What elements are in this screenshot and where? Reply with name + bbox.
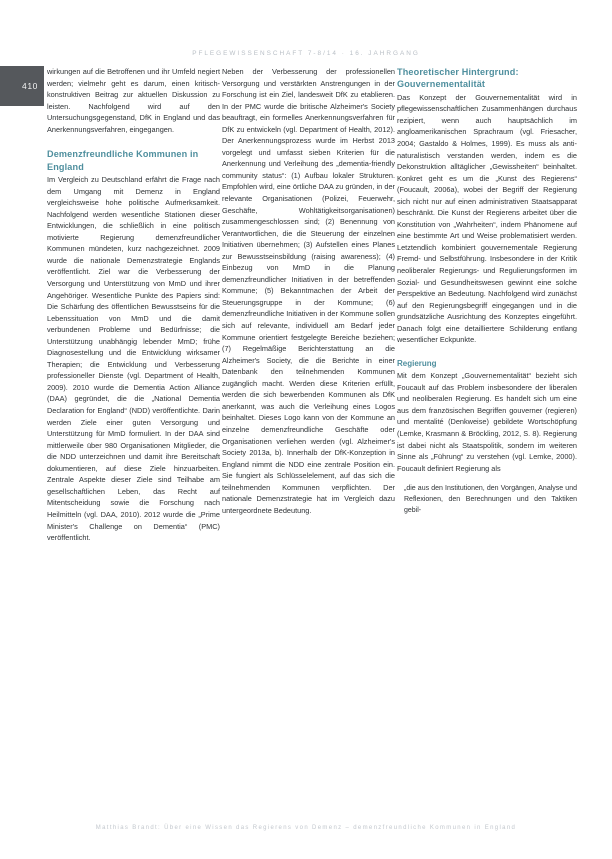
column-one (47, 66, 220, 544)
paragraph-continuation: wirkungen auf die Betroffenen und ihr Umfeld negiert werden; vielmehr geht es darum, einen kritisch-konstruktiven Beitrag zur aktuellen Diskussion zu leisten. Nachfolgend wird auf den Untersuchungsgegenstand, DfK in England und das Anerkennungsverfahren, eingegangen. (47, 67, 220, 134)
subsection-heading-regierung: Regierung (397, 358, 437, 368)
section-heading-theoretischer-hintergrund: Theoretischer Hintergrund: Gouvernementalität (397, 67, 519, 90)
section-heading-demenzfreundliche-kommunen: Demenzfreundliche Kommunen in England (47, 149, 199, 172)
paragraph-body: Das Konzept der Gouvernementalität wird in pflegewissenschaftlichen Zusammenhängen durchaus rezipiert, wenn auch hauptsächlich im angloamerikanischen Sprachraum (vgl. Friesacher, 2004; Gastaldo & Holmes, 1999). Es muss als anti-naturalistisch verstanden werden, indem es die Dekonstruktion alltäglicher „Gewissheiten“ beinhaltet. Konkret geht es um die „Kunst des Regierens“ (Foucault, 2006a), wobei der Begriff der Regierung sich nicht nur auf einen administrativen Staatsapparat beschränkt. Die Kunst der Regierens arbeitet über die Konstitution von „Wahrheiten“, indem Phänomene auf eine bestimmte Art und Weise problematisiert werden. Letztendlich kombiniert gouvernementale Regierung Fremd- und Selbstführung. Insbesondere in der Kritik neoliberaler Regierungs- und Regulierungsformen im Sozial- und Gesundheitswesen gewinnt eine solche Perspektive an Bedeutung. Nachfolgend wird zunächst auf den Regierungsbegriff eingegangen und in die grundsätzliche Ausrichtung des Konzeptes eingeführt. Danach folgt eine detailliertere Schilderung entlang wesentlicher Eckpunkte. (397, 92, 577, 345)
column-three (397, 66, 577, 516)
paragraph-body: Neben der Verbesserung der professionellen Versorgung und verstärkten Anstrengungen in der Forschung ist ein Ziel, landesweit DfK zu etablieren. In der PMC wurde die britische Alzheimer's Society beauftragt, ein formelles Anerkennungsverfahren für DfK zu entwickeln (vgl. Department of Health, 2012). Der Anerkennungsprozess wurde im Herbst 2013 vorgelegt und umfasst sieben Kriterien für die Anerkennung und Verleihung des „dementia-friendly community status“: (1) Aufbau lokaler Strukturen. Empfohlen wird, eine örtliche DAA zu gründen, in der relevante Organisationen (Polizei, Feuerwehr, Geschäfte, Wohltätigkeitsorganisationen) zusammengeschlossen sind; (2) Benennung von Verantwortlichen, die die Steuerung der einzelnen Initiativen übernehmen; (3) Aufstellen eines Planes zur Bewusstseinsbildung (raising awareness); (4) Einbezug von MmD in die Planung demenzfreundlicher Initiativen in der betreffenden Kommune; (5) Bekanntmachen der Arbeit der Steuerungsgruppe in der Kommune; (6) demenzfreundliche Initiativen in der Kommune sollen sich auf relevante, individuell am Bedarf jeder Kommune orientiert festgelegte Bereiche beziehen; (7) Regelmäßige Berichterstattung an die Alzheimer's Society, die die Berichte in einer Datenbank den teilnehmenden Kommunen zugänglich macht. Werden diese Kriterien erfüllt, werden die sich bewerbenden Kommunen als DfK anerkannt, was auch die Verleihung eines Logos beinhaltet. Dieses Logo kann von der Kommune an einzelne demenzfreundliche Geschäfte oder Organisationen verliehen werden (vgl. Alzheimer's Society 2013a, b). Innerhalb der DfK-Konzeption in England nimmt die NDD eine zentrale Position ein. Sie fungiert als Schlüsselelement, auf das sich die teilnehmenden Kommunen verpflichten. Der nationale Demenzstrategie hat im Vergleich dazu untergeordnete Bedeutung. (222, 67, 395, 515)
paragraph-body: Im Vergleich zu Deutschland erfährt die Frage nach dem Umgang mit Demenz in England vergleichsweise hohe politische Aufmerksamkeit. Nachfolgend werden wesentliche Stationen dieser Entwicklungen, die schließlich in eine politisch motivierte Regierung demenzfreundlicher Kommunen mündeten, kurz nachgezeichnet. 2009 wurde die nationale Demenzstrategie Englands veröffentlicht. Ziel war die Verbesserung der Versorgung und Unterstützung von MmD und ihrer Angehöriger. Wesentliche Punkte des Papiers sind: Die Schärfung des öffentlichen Bewusstseins für die Lebenssituation von MmD und die damit verbundenen Probleme und Bedürfnisse; die Unterstützung unabhängig lebender MmD; frühe Diagnosestellung und die Entwicklung wirksamer Therapien; die Entwicklung und Verbesserung professioneller Dienste (vgl. Department of Health, 2009). 2010 wurde die Dementia Action Alliance (DAA) gegründet, die die „National Dementia Declaration for England“ (NDD) veröffentlichte. Darin werden Ziele einer guten Versorgung und Unterstützung für MmD formuliert. In der DAA sind mittlerweile über 980 Organisationen Mitglieder, die die NDD unterzeichnen und damit ihre Bereitschaft dokumentieren, auf diese Ziele hinzuarbeiten. Zentrale Aspekte dieser Ziele sind Teilhabe am gesellschaftlichen Leben, das Recht auf Mitentscheidung sowie die Forschung nach Heilmitteln (vgl. DAA, 2010). 2012 wurde die „Prime Minister's Challenge on Dementia“ (PMC) veröffentlicht. (47, 175, 220, 543)
page-number-tab (0, 66, 44, 106)
page-number: 410 (22, 81, 38, 91)
block-quote-foucault: „die aus den Institutionen, den Vorgängen, Analyse und Reflexionen, den Berechnungen und den Taktiken gebil- (404, 485, 577, 515)
column-two (222, 66, 395, 516)
page-footer: Matthias Brandt: Über eine Wissen das Regierens von Demenz – demenzfreundliche Kommunen in England (95, 825, 517, 831)
running-head: PFLEGEWISSENSCHAFT 7-8/14 · 16. JAHRGANG (192, 50, 420, 57)
paragraph-body: Mit dem Konzept „Gouvernementalität“ bezieht sich Foucault auf das Problem insbesondere der liberalen und neoliberalen Regierung. Es handelt sich um eine aus dem französischen Begriffen gouverner (regieren) und mentalité (Denkweise) gebildete Wortschöpfung (Lemke, Krasmann & Bröckling, 2012, S. 8). Regierung ist dabei nicht als Staatspolitik, sondern im weiteren Sinne als „Führung“ zu verstehen (vgl. Lemke, 2000). Foucault definiert Regierung als (397, 371, 577, 473)
